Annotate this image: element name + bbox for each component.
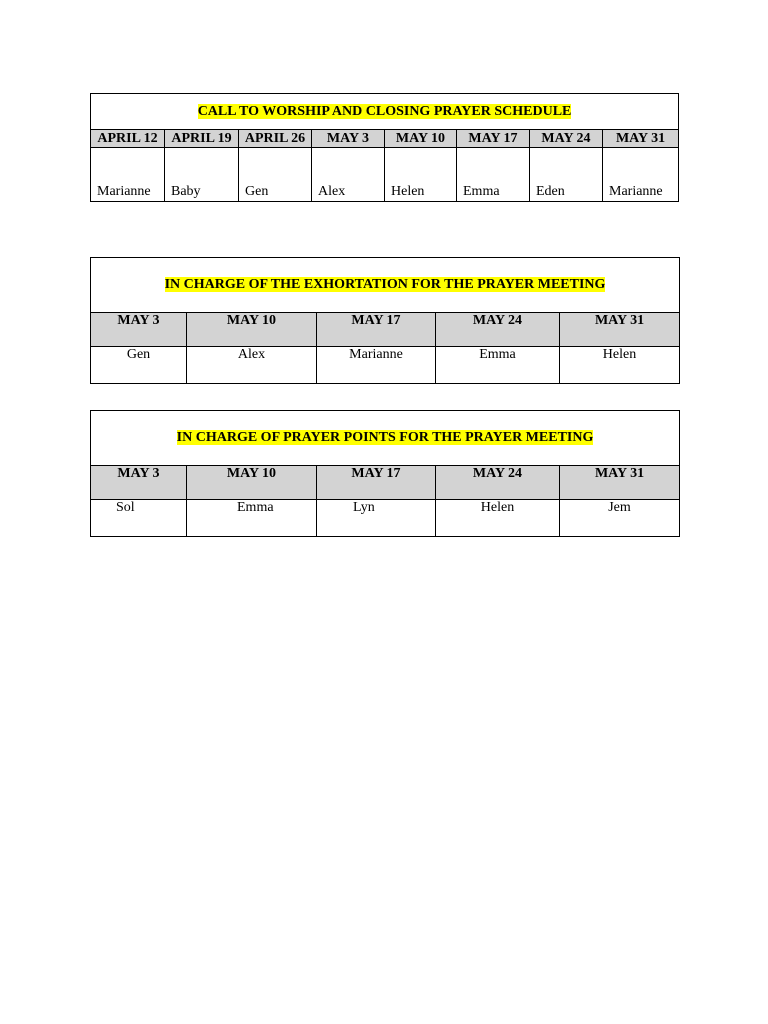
- assignee-cell: Marianne: [317, 347, 436, 384]
- exhortation-title: IN CHARGE OF THE EXHORTATION FOR THE PRAYER MEETING: [164, 277, 606, 292]
- date-header: MAY 17: [317, 466, 436, 500]
- date-header: MAY 10: [385, 130, 457, 148]
- exhortation-table: [90, 257, 680, 384]
- assignee-cell: Jem: [560, 500, 680, 537]
- assignee-cell: Eden: [530, 148, 603, 202]
- date-header: MAY 24: [436, 313, 560, 347]
- assignee-cell: Helen: [385, 148, 457, 202]
- date-header: MAY 31: [560, 313, 680, 347]
- prayer-points-title: IN CHARGE OF PRAYER POINTS FOR THE PRAYER MEETING: [176, 430, 594, 445]
- date-header: MAY 31: [603, 130, 679, 148]
- date-header: MAY 3: [91, 313, 187, 347]
- assignee-cell: Gen: [239, 148, 312, 202]
- date-header: MAY 17: [457, 130, 530, 148]
- assignee-cell: Emma: [187, 500, 317, 537]
- assignee-cell: Helen: [560, 347, 680, 384]
- assignee-cell: Marianne: [91, 148, 165, 202]
- assignee-cell: Sol: [91, 500, 187, 537]
- assignee-cell: Alex: [312, 148, 385, 202]
- assignee-cell: Lyn: [317, 500, 436, 537]
- assignee-cell: Alex: [187, 347, 317, 384]
- date-header: MAY 10: [187, 313, 317, 347]
- date-header: MAY 3: [91, 466, 187, 500]
- date-header: MAY 24: [530, 130, 603, 148]
- date-header: MAY 3: [312, 130, 385, 148]
- date-header: APRIL 19: [165, 130, 239, 148]
- assignee-cell: Emma: [457, 148, 530, 202]
- date-header: MAY 24: [436, 466, 560, 500]
- table-title-cell: [91, 411, 680, 466]
- assignee-cell: Helen: [436, 500, 560, 537]
- date-header: MAY 10: [187, 466, 317, 500]
- table-title-cell: [91, 258, 680, 313]
- date-header: APRIL 26: [239, 130, 312, 148]
- call-to-worship-table: [90, 93, 679, 202]
- assignee-cell: Emma: [436, 347, 560, 384]
- call-to-worship-title: CALL TO WORSHIP AND CLOSING PRAYER SCHEDULE: [197, 103, 572, 119]
- date-header: MAY 31: [560, 466, 680, 500]
- date-header: APRIL 12: [91, 130, 165, 148]
- prayer-points-table: [90, 410, 680, 537]
- table-title-cell: [91, 94, 679, 130]
- assignee-cell: Marianne: [603, 148, 679, 202]
- assignee-cell: Gen: [91, 347, 187, 384]
- assignee-cell: Baby: [165, 148, 239, 202]
- date-header: MAY 17: [317, 313, 436, 347]
